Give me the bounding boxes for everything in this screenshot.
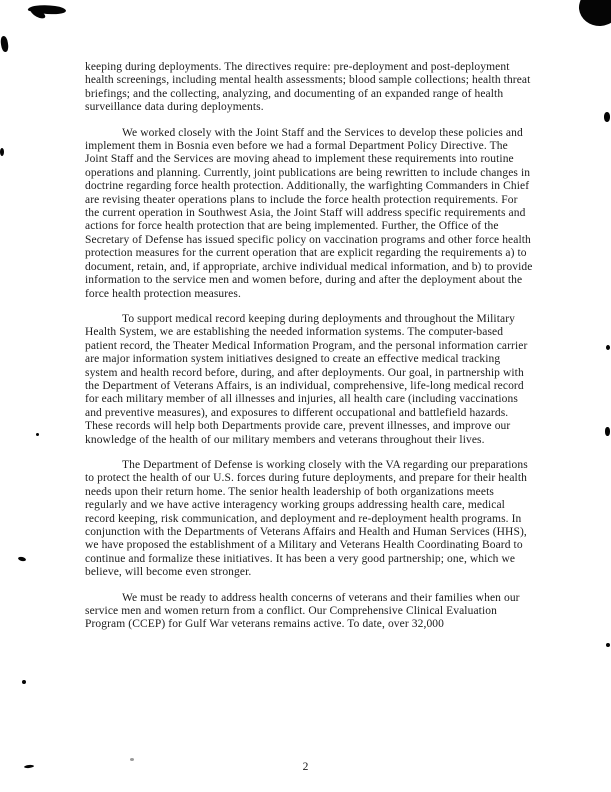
scan-artifact-right-edge [604, 112, 610, 122]
paragraph: To support medical record keeping during deployments and throughout the Military Health System, we are establishing the needed information systems. The computer-based patient record, the Theater Medical Information Program, and the personal information carrier are major information system initiatives designed to create an effective medical tracking system and health record before, during, and after deployments. Our goal, in partnership with the Department of Veterans Affairs, is an individual, comprehensive, life-long medical record for each military member of all illnesses and injuries, all health care (including vaccinations and preventive measures), and exposures to different occupational and battlefield hazards. These records will help both Departments provide care, prevent illnesses, and improve our knowledge of the health of our military members and veterans throughout their lives. [85, 312, 528, 446]
paragraph: We worked closely with the Joint Staff and the Services to develop these policies and implement them in Bosnia even before we had a formal Department Policy Directive. The Joint Staff and the Services are moving ahead to implement these requirements into routine operations and planning. Currently, joint publications are being rewritten to include changes in doctrine regarding force health protection. Additionally, the warfighting Commanders in Chief are revising theater operations plans to include the force health protection requirements. For the current operation in Southwest Asia, the Joint Staff will address specific requirements and actions for force health protection that are being implemented. Further, the Office of the Secretary of Defense has issued specific policy on vaccination programs and other force health protection measures for the current operation that are explicit regarding the requirements a) to document, retain, and, if appropriate, archive individual medical information, and b) to provide information to the service men and women before, during and after the deployment about the force health protection measures. [85, 126, 533, 300]
scan-artifact-right-edge [605, 427, 610, 436]
scan-artifact-speck [36, 433, 39, 436]
scan-artifact-right-edge [606, 345, 610, 350]
scan-artifact-right-edge [606, 643, 610, 647]
paragraph: We must be ready to address health concerns of veterans and their families when our service men and women return from a conflict. Our Comprehensive Clinical Evaluation Program (CCEP) for Gulf War veterans remains active. To date, over 32,000 [85, 591, 520, 631]
scan-artifact-left-edge [22, 680, 26, 684]
paragraph: The Department of Defense is working closely with the VA regarding our preparations to protect the health of our U.S. forces during future deployments, and prepare for their health needs upon their return home. The senior health leadership of both organizations meets regularly and we have active interagency working groups addressing health care, medical record keeping, risk communication, and deployment and re-deployment health programs. In conjunction with the Departments of Veterans Affairs and Health and Human Services (HHS), we have proposed the establishment of a Military and Veterans Health Coordinating Board to continue and formalize these initiatives. It has been a very good partnership; one, which we believe, will become even stronger. [85, 458, 528, 579]
scan-artifact-left-edge [0, 148, 4, 156]
scan-artifact-left-edge [0, 36, 9, 53]
document-body [85, 61, 533, 644]
scan-artifact-left-edge [18, 556, 27, 562]
paragraph-continuation: keeping during deployments. The directives require: pre-deployment and post-deployment health screenings, including mental health assessments; blood sample collections; health threat briefings; and the collecting, analyzing, and documenting of an expanded range of health surveillance data during deployments. [85, 61, 531, 114]
page-number: 2 [302, 761, 309, 773]
scan-artifact-top-right [574, 0, 611, 31]
